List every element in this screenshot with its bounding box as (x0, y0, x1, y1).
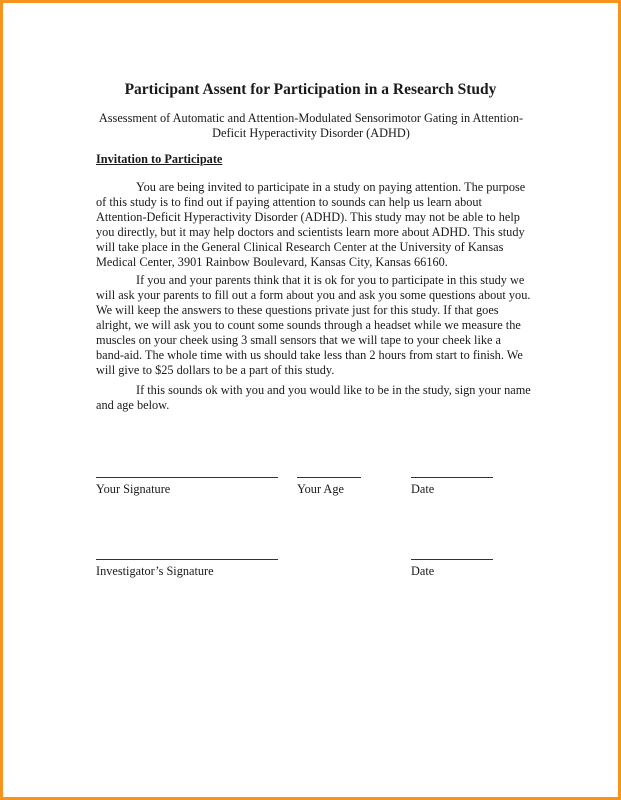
investigator-signature-line[interactable] (96, 559, 278, 560)
date-line-investigator[interactable] (411, 559, 493, 560)
your-age-line[interactable] (297, 477, 361, 478)
your-age-label: Your Age (297, 482, 344, 496)
date-line-participant[interactable] (411, 477, 493, 478)
your-signature-label: Your Signature (96, 482, 171, 496)
date-label-investigator: Date (411, 564, 435, 578)
document-subtitle: Assessment of Automatic and Attention-Modulated Sensorimotor Gating in Attention-Deficit Hyperactivity Disorder (ADHD) (98, 111, 524, 140)
section-heading: Invitation to Participate (96, 152, 223, 166)
investigator-signature-label: Investigator’s Signature (96, 564, 214, 578)
document-title: Participant Assent for Participation in a Research Study (124, 81, 497, 98)
your-signature-line[interactable] (96, 477, 278, 478)
paragraph-procedure: If you and your parents think that it is ok for you to participate in this study we will ask your parents to fill out a form about you and ask you some questions about you. We will keep the answers to these questions private just for this study. If that goes alright, we will ask you to count some sounds through a headset while we measure the muscles on your cheek using 3 small sensors that we will tape to your cheek like a band-aid. The whole time with us should take less than 2 hours from start to finish. We will give to $25 dollars to be a part of this study. (96, 273, 531, 377)
paragraph-invitation: You are being invited to participate in a study on paying attention. The purpose of this study is to find out if paying attention to sounds can help us learn about Attention-Deficit Hyperactivity Disorder (ADHD). This study may not be able to help you directly, but it may help doctors and scientists learn more about ADHD. This study will take place in the General Clinical Research Center at the University of Kansas Medical Center, 3901 Rainbow Boulevard, Kansas City, Kansas 66160. (96, 180, 526, 269)
paragraph-sign-instructions: If this sounds ok with you and you would like to be in the study, sign your name and age below. (96, 383, 531, 412)
date-label-participant: Date (411, 482, 435, 496)
